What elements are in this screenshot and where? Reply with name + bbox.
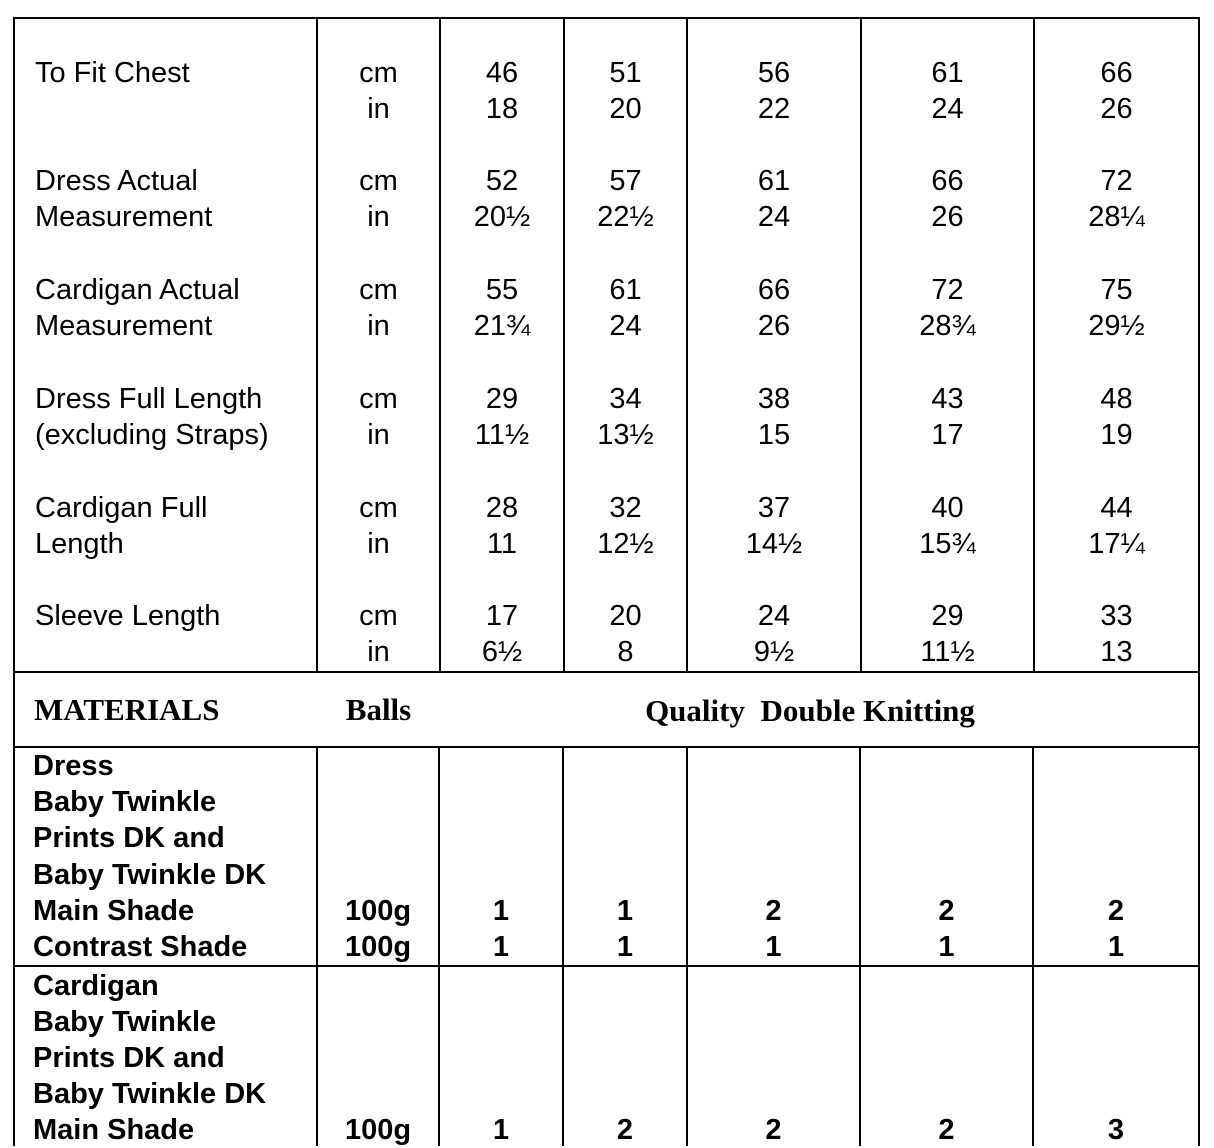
unit-cm: cm	[359, 274, 398, 306]
value-cm: 37	[757, 492, 791, 524]
unit-in: in	[367, 201, 390, 233]
value-in: 15	[757, 419, 791, 451]
row-label: Measurement	[35, 201, 213, 233]
value-cm: 51	[609, 57, 642, 89]
ball-weight: 100g	[344, 931, 412, 963]
dress-heading: Prints DK and	[33, 822, 225, 854]
unit-in: in	[367, 636, 390, 668]
ball-count: 2	[616, 1114, 634, 1146]
value-in: 9½	[753, 636, 795, 668]
yarn-label: Main Shade	[33, 1114, 195, 1146]
value-cm: 43	[931, 383, 964, 415]
value-cm: 61	[931, 57, 964, 89]
unit-cm: cm	[359, 600, 398, 632]
table-top-border	[14, 17, 1200, 19]
yarn-label: Main Shade	[33, 895, 195, 927]
value-in: 21¾	[473, 310, 531, 342]
value-in: 13	[1100, 636, 1133, 668]
materials-title: MATERIALS	[34, 692, 220, 727]
unit-cm: cm	[359, 383, 398, 415]
ball-count: 1	[765, 931, 782, 963]
value-in: 11	[486, 528, 518, 560]
value-in: 22	[757, 93, 791, 125]
dress-section-bottom-border	[14, 965, 1200, 967]
value-in: 14½	[745, 528, 803, 560]
value-in: 15¾	[919, 528, 976, 560]
ball-count: 1	[616, 895, 634, 927]
ball-count: 1	[1107, 931, 1125, 963]
value-cm: 34	[609, 383, 642, 415]
value-cm: 32	[609, 492, 642, 524]
value-cm: 61	[609, 274, 642, 306]
value-in: 13½	[597, 419, 654, 451]
value-cm: 75	[1100, 274, 1133, 306]
value-in: 11½	[474, 419, 530, 451]
value-in: 24	[931, 93, 964, 125]
value-cm: 33	[1100, 600, 1133, 632]
ball-weight: 100g	[344, 895, 412, 927]
value-in: 28¼	[1088, 201, 1145, 233]
balls-header: Balls	[345, 692, 412, 727]
value-in: 26	[1100, 93, 1133, 125]
ball-count: 2	[1107, 895, 1125, 927]
value-cm: 24	[757, 600, 791, 632]
cardigan-heading: Cardigan	[33, 970, 159, 1002]
value-cm: 56	[757, 57, 791, 89]
ball-count: 2	[938, 1114, 955, 1146]
value-in: 20½	[473, 201, 531, 233]
cardigan-heading: Prints DK and	[33, 1042, 225, 1074]
value-in: 24	[757, 201, 791, 233]
value-in: 26	[931, 201, 964, 233]
value-in: 6½	[481, 636, 523, 668]
table-right-border	[1198, 17, 1200, 1146]
ball-count: 1	[492, 895, 510, 927]
ball-count: 2	[765, 895, 782, 927]
unit-cm: cm	[359, 165, 398, 197]
quality-header: Quality Double Knitting	[645, 693, 975, 728]
cardigan-heading: Baby Twinkle DK	[33, 1078, 267, 1110]
value-cm: 28	[485, 492, 519, 524]
value-cm: 61	[757, 165, 791, 197]
value-in: 8	[617, 636, 634, 668]
value-in: 17	[931, 419, 964, 451]
ball-count: 1	[492, 931, 510, 963]
value-in: 11½	[920, 636, 975, 668]
value-cm: 40	[931, 492, 964, 524]
row-label: To Fit Chest	[35, 57, 190, 89]
sizes-bottom-border	[14, 671, 1200, 673]
unit-cm: cm	[359, 57, 398, 89]
value-cm: 55	[485, 274, 519, 306]
value-cm: 72	[931, 274, 964, 306]
value-cm: 52	[485, 165, 519, 197]
value-in: 20	[609, 93, 642, 125]
value-in: 19	[1100, 419, 1133, 451]
value-cm: 66	[1100, 57, 1133, 89]
row-label: Measurement	[35, 310, 213, 342]
row-label: Cardigan Full	[35, 492, 208, 524]
value-cm: 29	[485, 383, 519, 415]
unit-in: in	[367, 310, 390, 342]
value-in: 17¼	[1088, 528, 1145, 560]
value-cm: 17	[485, 600, 519, 632]
dress-heading: Dress	[33, 750, 114, 782]
value-cm: 48	[1100, 383, 1133, 415]
value-cm: 66	[931, 165, 964, 197]
value-cm: 72	[1100, 165, 1133, 197]
ball-weight: 100g	[344, 1114, 412, 1146]
unit-in: in	[367, 93, 390, 125]
value-cm: 46	[485, 57, 519, 89]
yarn-label: Contrast Shade	[33, 931, 248, 963]
value-cm: 20	[609, 600, 642, 632]
value-cm: 38	[757, 383, 791, 415]
ball-count: 3	[1107, 1114, 1125, 1146]
unit-cm: cm	[359, 492, 398, 524]
value-in: 24	[609, 310, 642, 342]
row-label: Sleeve Length	[35, 600, 221, 632]
value-in: 26	[757, 310, 791, 342]
dress-heading: Baby Twinkle	[33, 786, 217, 818]
column-divider	[13, 17, 15, 1146]
row-label: Dress Full Length	[35, 383, 263, 415]
dress-heading: Baby Twinkle DK	[33, 859, 267, 891]
materials-header-bottom-border	[14, 746, 1200, 748]
value-in: 29½	[1088, 310, 1145, 342]
ball-count: 1	[492, 1114, 510, 1146]
ball-count: 1	[938, 931, 955, 963]
value-in: 18	[485, 93, 519, 125]
value-in: 22½	[597, 201, 654, 233]
unit-in: in	[367, 419, 390, 451]
row-label: Dress Actual	[35, 165, 198, 197]
value-cm: 29	[931, 600, 964, 632]
row-label: Cardigan Actual	[35, 274, 240, 306]
value-cm: 57	[609, 165, 642, 197]
ball-count: 1	[616, 931, 634, 963]
ball-count: 2	[765, 1114, 782, 1146]
value-in: 12½	[597, 528, 654, 560]
row-label: Length	[35, 528, 124, 560]
unit-in: in	[367, 528, 390, 560]
row-label: (excluding Straps)	[35, 419, 269, 451]
value-cm: 44	[1100, 492, 1133, 524]
value-cm: 66	[757, 274, 791, 306]
value-in: 28¾	[919, 310, 976, 342]
cardigan-heading: Baby Twinkle	[33, 1006, 217, 1038]
ball-count: 2	[938, 895, 955, 927]
